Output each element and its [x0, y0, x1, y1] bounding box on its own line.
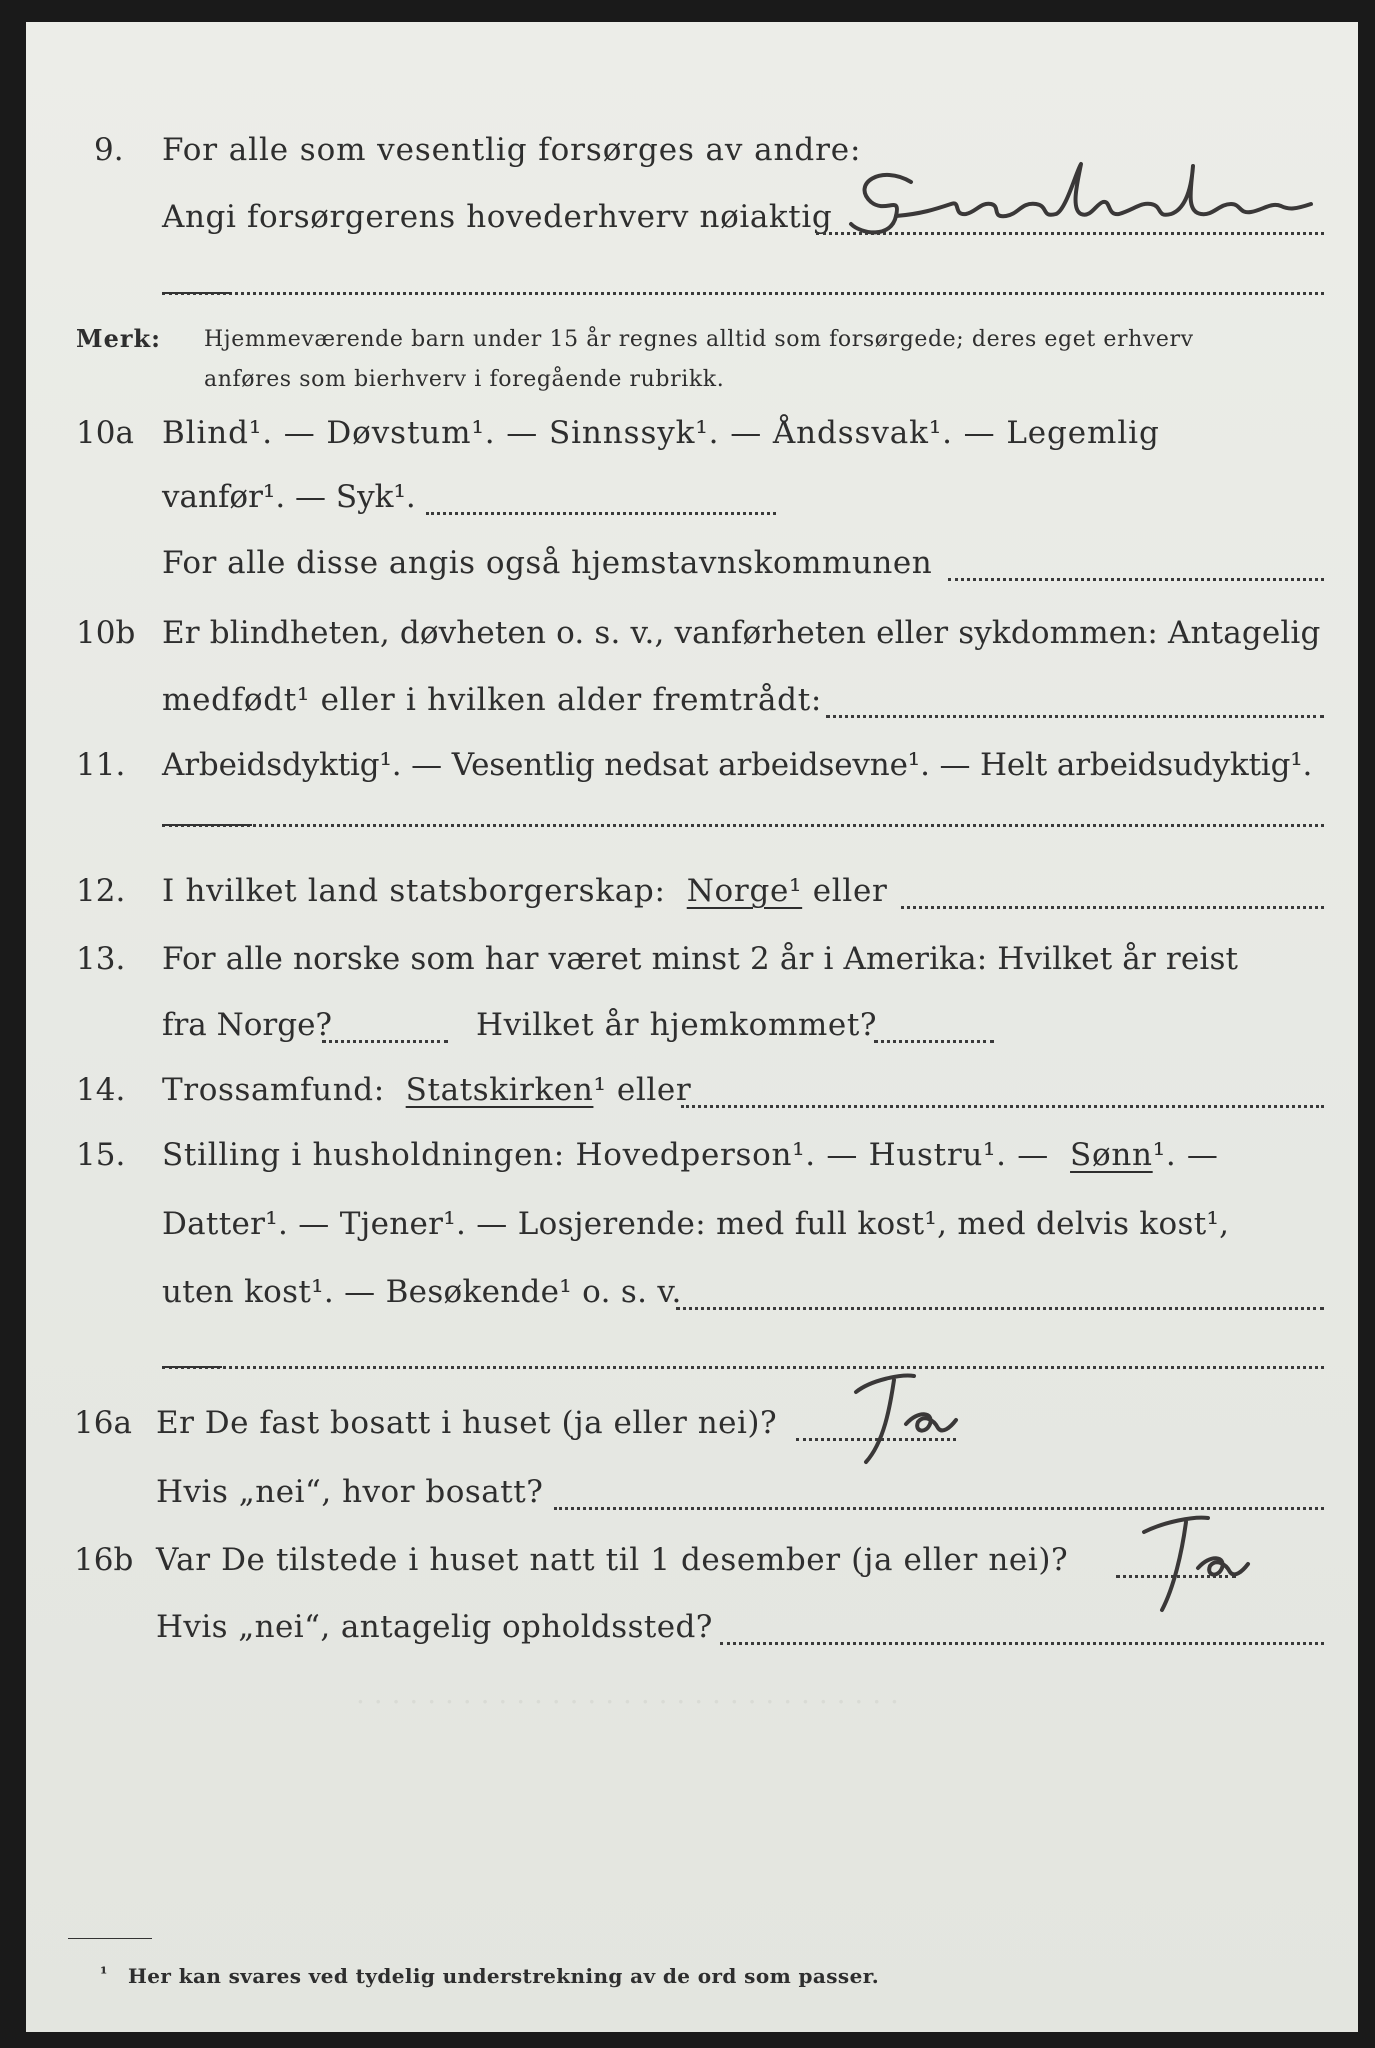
- q9-number: 9.: [94, 132, 124, 168]
- merk-label: Merk:: [76, 324, 161, 353]
- q10a-line2: vanfør¹. — Syk¹.: [162, 479, 416, 515]
- q10a-number: 10a: [76, 415, 134, 451]
- census-form-page: [26, 22, 1358, 2032]
- q15-underlined-answer: Sønn: [1070, 1137, 1153, 1173]
- q16a-line1: Er De fast bosatt i huset (ja eller nei)?: [156, 1405, 778, 1441]
- bleed-through-text: . . . . . . . . . . . . . . . . . . . . . . . . . . . . . . .: [356, 1677, 899, 1710]
- q10a-syk-line: [426, 512, 776, 515]
- q12-eller: eller: [812, 873, 888, 909]
- q15-line1: [162, 1137, 1219, 1173]
- q9-handwritten-answer: [841, 154, 1321, 258]
- q10b-line1: Er blindheten, døvheten o. s. v., vanførheten eller sykdommen: Antagelig: [162, 615, 1321, 651]
- q14-question: Trossamfund:: [162, 1072, 385, 1108]
- q11-blank-line: [162, 824, 1324, 827]
- q13-hjemkommet-line: [874, 1040, 994, 1043]
- q12-answer-line: [901, 906, 1324, 909]
- q10b-answer-line: [826, 715, 1324, 718]
- q16b-number: 16b: [74, 1542, 134, 1578]
- q14-number: 14.: [76, 1072, 126, 1108]
- q15-blank-line: [162, 1366, 1324, 1369]
- q10b-number: 10b: [76, 615, 136, 651]
- q16b-opholdssted-line: [720, 1642, 1324, 1645]
- q14-line: [162, 1072, 692, 1108]
- q16a-number: 16a: [74, 1405, 132, 1441]
- q15-line3: uten kost¹. — Besøkende¹ o. s. v.: [162, 1274, 682, 1310]
- q13-line2a: fra Norge?: [162, 1007, 333, 1043]
- merk-line2: anføres som bierhverv i foregående rubrikk.: [204, 367, 725, 392]
- q15-line2: Datter¹. — Tjener¹. — Losjerende: med full kost¹, med delvis kost¹,: [162, 1206, 1230, 1242]
- footnote-text: Her kan svares ved tydelig understrekning av de ord som passer.: [128, 1964, 880, 1988]
- q10a-kommune-line: [948, 578, 1324, 581]
- q9-line2: Angi forsørgerens hovederhverv nøiaktig: [162, 199, 833, 235]
- q12-line: [162, 873, 888, 909]
- q14-eller: ¹ eller: [593, 1072, 692, 1108]
- q15-line1-text: Stilling i husholdningen: Hovedperson¹. — Hustru¹. —: [162, 1137, 1049, 1173]
- q15-number: 15.: [76, 1137, 126, 1173]
- footnote-rule: [68, 1938, 152, 1939]
- q16b-line2: Hvis „nei“, antagelig opholdssted?: [156, 1609, 713, 1645]
- q14-answer-line: [681, 1105, 1324, 1108]
- q15-answer-line: [676, 1307, 1324, 1310]
- q15-line1-end: ¹. —: [1152, 1137, 1219, 1173]
- q9-line1: For alle som vesentlig forsørges av andre:: [162, 132, 862, 168]
- q9-blank-line: [162, 292, 1324, 295]
- merk-line1: Hjemmeværende barn under 15 år regnes alltid som forsørgede; deres eget erhverv: [204, 327, 1194, 352]
- q13-line1: For alle norske som har været minst 2 år i Amerika: Hvilket år reist: [162, 941, 1239, 977]
- q10a-line1: Blind¹. — Døvstum¹. — Sinnssyk¹. — Åndssvak¹. — Legemlig: [162, 415, 1160, 451]
- q10b-line2: medfødt¹ eller i hvilken alder fremtrådt:: [162, 682, 823, 718]
- q12-number: 12.: [76, 873, 126, 909]
- q16b-line1: Var De tilstede i huset natt til 1 desember (ja eller nei)?: [156, 1542, 1069, 1578]
- q15-blank-line-start: [162, 1366, 222, 1368]
- q11-line1: Arbeidsdyktig¹. — Vesentlig nedsat arbeidsevne¹. — Helt arbeidsudyktig¹.: [162, 747, 1313, 783]
- q13-line2b: Hvilket år hjemkommet?: [476, 1007, 878, 1043]
- q11-blank-line-start: [162, 824, 252, 826]
- q16a-line2: Hvis „nei“, hvor bosatt?: [156, 1474, 544, 1510]
- q10a-line3: For alle disse angis også hjemstavnskommunen: [162, 545, 933, 581]
- q13-reist-line: [322, 1040, 448, 1043]
- q16a-handwritten-answer: [826, 1362, 966, 1476]
- q12-underlined-answer: Norge¹: [686, 873, 803, 909]
- footnote-mark: ¹: [100, 1964, 108, 1984]
- q16b-handwritten-answer: [1116, 1502, 1266, 1626]
- q11-number: 11.: [76, 747, 126, 783]
- q12-question: I hvilket land statsborgerskap:: [162, 873, 666, 909]
- q14-underlined-answer: Statskirken: [405, 1072, 594, 1108]
- q13-number: 13.: [76, 941, 126, 977]
- q9-blank-line-start: [162, 292, 232, 294]
